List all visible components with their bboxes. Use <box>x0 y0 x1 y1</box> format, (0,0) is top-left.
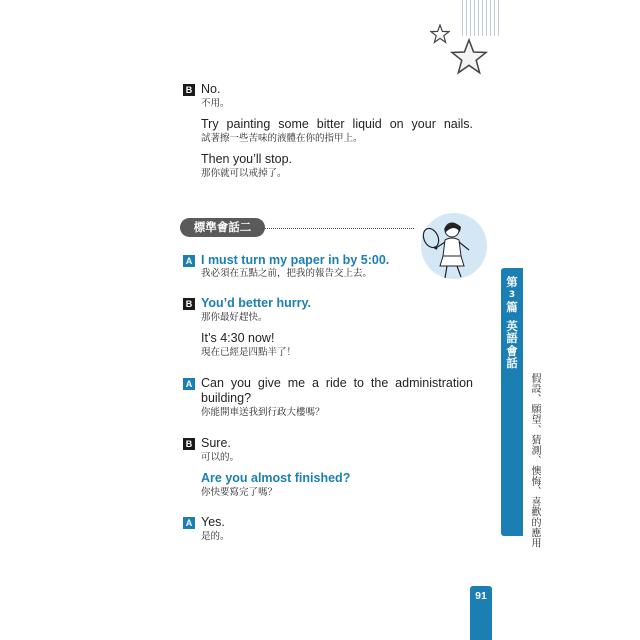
english-line: Then you’ll stop. <box>201 152 293 166</box>
section-divider <box>262 228 414 229</box>
english-line-continued: building? <box>201 391 252 405</box>
chinese-translation: 那你最好趕快。 <box>201 312 268 323</box>
chapter-char: 英 <box>506 318 518 333</box>
chinese-translation: 你快要寫完了嗎？ <box>201 487 278 498</box>
speaker-b-badge: B <box>183 438 195 450</box>
chapter-char: 語 <box>506 331 518 345</box>
chinese-translation: 試著擦一些苦味的液體在你的指甲上。 <box>201 133 363 144</box>
chinese-translation: 你能開車送我到行政大樓嗎？ <box>201 407 325 418</box>
speaker-b-badge: B <box>183 84 195 96</box>
speaker-b-badge: B <box>183 298 195 310</box>
english-line-highlight: Are you almost finished? <box>201 471 351 485</box>
speaker-a-badge: A <box>183 517 195 529</box>
decorative-stripes <box>462 0 500 36</box>
section-title: 標準會話二 <box>180 218 265 237</box>
chinese-translation: 可以的。 <box>201 452 240 463</box>
chapter-char: 話 <box>506 356 518 370</box>
chapter-number: 3 <box>508 289 516 300</box>
english-line: No. <box>201 82 221 96</box>
chapter-char: 第 <box>506 275 518 289</box>
english-line: It’s 4:30 now! <box>201 331 275 345</box>
speaker-a-badge: A <box>183 255 195 267</box>
english-line-highlight: You’d better hurry. <box>201 296 311 310</box>
english-line-highlight: I must turn my paper in by 5:00. <box>201 253 390 267</box>
page-number: 91 <box>470 586 492 640</box>
english-line: Sure. <box>201 436 231 450</box>
chinese-translation: 我必須在五點之前，把我的報告交上去。 <box>201 268 373 279</box>
chapter-char: 會 <box>506 343 518 358</box>
speaker-a-badge: A <box>183 378 195 390</box>
english-line: Can you give me a ride to the administration <box>201 376 473 390</box>
chinese-translation: 不用。 <box>201 98 230 109</box>
tennis-player-illustration <box>414 212 494 284</box>
large-star-icon <box>450 38 488 76</box>
chinese-translation: 是的。 <box>201 531 230 542</box>
english-line: Try painting some bitter liquid on your nails. <box>201 117 473 131</box>
chapter-sidebar-tab <box>501 268 523 536</box>
chapter-char: 篇 <box>506 300 518 314</box>
small-star-icon <box>430 24 450 44</box>
chapter-subtitle: 假設、願望、猜測、懊悔、喜歡的應用 <box>529 373 540 549</box>
english-line: Yes. <box>201 515 225 529</box>
chinese-translation: 現在已經是四點半了！ <box>201 347 297 358</box>
chinese-translation: 那你就可以戒掉了。 <box>201 168 287 179</box>
